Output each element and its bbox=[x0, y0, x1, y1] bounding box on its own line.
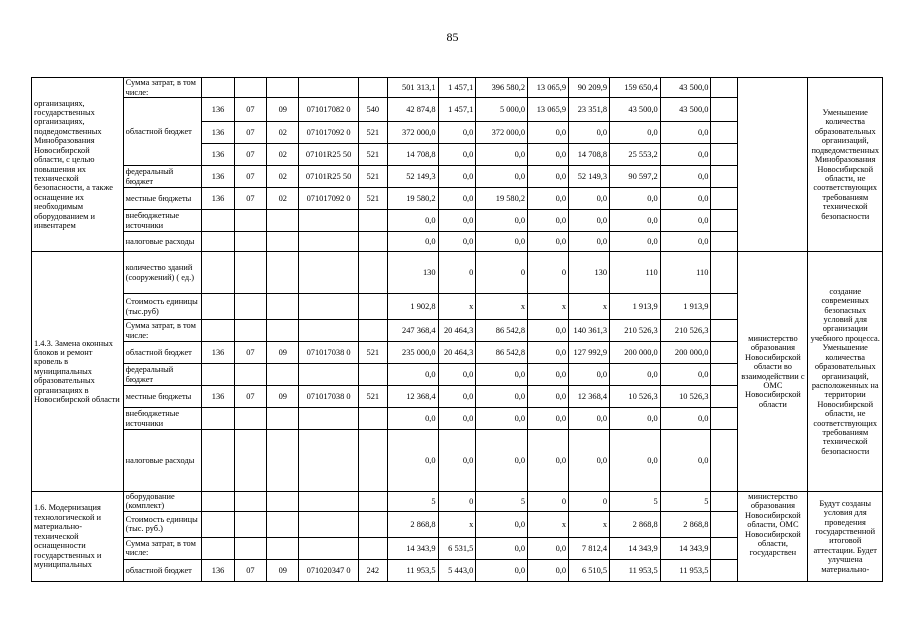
pr-cell bbox=[267, 364, 299, 386]
value-cell: x bbox=[438, 294, 476, 320]
value-cell: 0,0 bbox=[476, 511, 528, 537]
value-cell: 10 526,3 bbox=[610, 386, 661, 408]
value-cell: 7 812,4 bbox=[569, 537, 610, 559]
cost-type-cell: Сумма затрат, в том числе: bbox=[123, 320, 202, 342]
vr-cell bbox=[358, 252, 387, 294]
value-cell: 14 708,8 bbox=[387, 144, 438, 166]
value-cell: 86 542,8 bbox=[476, 320, 528, 342]
value-cell: 0,0 bbox=[476, 232, 528, 252]
rz-cell bbox=[234, 492, 266, 512]
responsible-cell bbox=[738, 78, 808, 252]
value-cell: 0,0 bbox=[610, 430, 661, 492]
cost-type-cell: Сумма затрат, в том числе: bbox=[123, 537, 202, 559]
value-cell: 0,0 bbox=[476, 210, 528, 232]
spacer-cell bbox=[711, 364, 738, 386]
value-cell: 0,0 bbox=[610, 210, 661, 232]
value-cell: 0,0 bbox=[387, 364, 438, 386]
value-cell: 130 bbox=[387, 252, 438, 294]
value-cell: 11 953,5 bbox=[387, 559, 438, 581]
value-cell: 0,0 bbox=[660, 122, 711, 144]
vr-cell bbox=[358, 210, 387, 232]
value-cell: 0,0 bbox=[569, 122, 610, 144]
csr-cell: 071020347 0 bbox=[299, 559, 358, 581]
pr-cell bbox=[267, 430, 299, 492]
cost-type-cell: местные бюджеты bbox=[123, 188, 202, 210]
cost-type-cell: Сумма затрат, в том числе: bbox=[123, 78, 202, 98]
value-cell: 0,0 bbox=[528, 232, 569, 252]
grbs-cell bbox=[202, 408, 234, 430]
value-cell: 6 510,5 bbox=[569, 559, 610, 581]
value-cell: 396 580,2 bbox=[476, 78, 528, 98]
cost-type-cell: федеральный бюджет bbox=[123, 166, 202, 188]
grbs-cell: 136 bbox=[202, 98, 234, 122]
cost-type-cell: налоговые расходы bbox=[123, 232, 202, 252]
value-cell: 0,0 bbox=[438, 122, 476, 144]
vr-cell: 521 bbox=[358, 122, 387, 144]
cost-type-cell: Стоимость единицы (тыс. руб.) bbox=[123, 511, 202, 537]
pr-cell: 02 bbox=[267, 188, 299, 210]
value-cell: 0,0 bbox=[387, 408, 438, 430]
value-cell: 0,0 bbox=[660, 232, 711, 252]
value-cell: 20 464,3 bbox=[438, 342, 476, 364]
value-cell: 0,0 bbox=[528, 320, 569, 342]
value-cell: x bbox=[476, 294, 528, 320]
pr-cell: 09 bbox=[267, 386, 299, 408]
value-cell: 43 500,0 bbox=[610, 98, 661, 122]
value-cell: 0,0 bbox=[569, 430, 610, 492]
value-cell: 0,0 bbox=[438, 430, 476, 492]
pr-cell bbox=[267, 252, 299, 294]
pr-cell bbox=[267, 492, 299, 512]
value-cell: 5 000,0 bbox=[476, 98, 528, 122]
responsible-cell: министерство образования Новосибирской области, ОМС Новосибирской области, государствен bbox=[738, 492, 808, 582]
csr-cell bbox=[299, 511, 358, 537]
grbs-cell bbox=[202, 252, 234, 294]
value-cell: 14 343,9 bbox=[387, 537, 438, 559]
rz-cell: 07 bbox=[234, 386, 266, 408]
grbs-cell: 136 bbox=[202, 342, 234, 364]
cost-type-cell: местные бюджеты bbox=[123, 386, 202, 408]
rz-cell bbox=[234, 364, 266, 386]
spacer-cell bbox=[711, 492, 738, 512]
value-cell: 43 500,0 bbox=[660, 78, 711, 98]
value-cell: 0,0 bbox=[438, 188, 476, 210]
value-cell: 0 bbox=[528, 252, 569, 294]
rz-cell bbox=[234, 430, 266, 492]
spacer-cell bbox=[711, 210, 738, 232]
value-cell: 2 868,8 bbox=[610, 511, 661, 537]
value-cell: x bbox=[528, 294, 569, 320]
value-cell: 0,0 bbox=[438, 408, 476, 430]
value-cell: 0,0 bbox=[610, 232, 661, 252]
value-cell: 110 bbox=[610, 252, 661, 294]
rz-cell: 07 bbox=[234, 188, 266, 210]
value-cell: 235 000,0 bbox=[387, 342, 438, 364]
rz-cell bbox=[234, 78, 266, 98]
value-cell: 0,0 bbox=[438, 232, 476, 252]
spacer-cell bbox=[711, 232, 738, 252]
csr-cell: 071017092 0 bbox=[299, 188, 358, 210]
value-cell: 130 bbox=[569, 252, 610, 294]
csr-cell bbox=[299, 78, 358, 98]
value-cell: 12 368,4 bbox=[387, 386, 438, 408]
pr-cell bbox=[267, 210, 299, 232]
value-cell: 11 953,5 bbox=[660, 559, 711, 581]
csr-cell bbox=[299, 232, 358, 252]
value-cell: 0,0 bbox=[528, 386, 569, 408]
value-cell: 247 368,4 bbox=[387, 320, 438, 342]
pr-cell: 02 bbox=[267, 122, 299, 144]
value-cell: 127 992,9 bbox=[569, 342, 610, 364]
pr-cell bbox=[267, 537, 299, 559]
spacer-cell bbox=[711, 559, 738, 581]
grbs-cell bbox=[202, 511, 234, 537]
spacer-cell bbox=[711, 122, 738, 144]
vr-cell: 242 bbox=[358, 559, 387, 581]
rz-cell: 07 bbox=[234, 559, 266, 581]
value-cell: 12 368,4 bbox=[569, 386, 610, 408]
value-cell: 0,0 bbox=[438, 386, 476, 408]
value-cell: 0,0 bbox=[438, 144, 476, 166]
activity-name-cell: организациях, государственных организациях, подведомственных Минобразования Новосибирской области, с целью повышения их технической безопасности, а также оснащение их необходимым оборудованием и инвентарем bbox=[32, 78, 124, 252]
value-cell: 14 343,9 bbox=[610, 537, 661, 559]
spacer-cell bbox=[711, 188, 738, 210]
value-cell: 5 bbox=[610, 492, 661, 512]
spacer-cell bbox=[711, 98, 738, 122]
value-cell: 5 bbox=[660, 492, 711, 512]
value-cell: 0,0 bbox=[438, 210, 476, 232]
pr-cell: 09 bbox=[267, 342, 299, 364]
value-cell: 0,0 bbox=[528, 210, 569, 232]
value-cell: 0,0 bbox=[476, 364, 528, 386]
cost-type-cell: внебюджетные источники bbox=[123, 210, 202, 232]
value-cell: 86 542,8 bbox=[476, 342, 528, 364]
value-cell: 0,0 bbox=[610, 364, 661, 386]
responsible-cell: министерство образования Новосибирской области во взаимодействии с ОМС Новосибирской области bbox=[738, 252, 808, 492]
pr-cell bbox=[267, 511, 299, 537]
grbs-cell bbox=[202, 210, 234, 232]
value-cell: 0,0 bbox=[528, 364, 569, 386]
value-cell: 0,0 bbox=[476, 430, 528, 492]
vr-cell bbox=[358, 294, 387, 320]
value-cell: 0,0 bbox=[660, 408, 711, 430]
value-cell: 0,0 bbox=[569, 364, 610, 386]
rz-cell bbox=[234, 537, 266, 559]
vr-cell bbox=[358, 492, 387, 512]
spacer-cell bbox=[711, 537, 738, 559]
value-cell: 210 526,3 bbox=[610, 320, 661, 342]
pr-cell bbox=[267, 408, 299, 430]
value-cell: 0,0 bbox=[387, 232, 438, 252]
spacer-cell bbox=[711, 78, 738, 98]
value-cell: 0,0 bbox=[528, 537, 569, 559]
rz-cell: 07 bbox=[234, 166, 266, 188]
value-cell: 1 913,9 bbox=[660, 294, 711, 320]
grbs-cell bbox=[202, 78, 234, 98]
vr-cell: 521 bbox=[358, 144, 387, 166]
csr-cell: 07101R25 50 bbox=[299, 166, 358, 188]
value-cell: 140 361,3 bbox=[569, 320, 610, 342]
table-row bbox=[32, 252, 883, 294]
value-cell: 13 065,9 bbox=[528, 78, 569, 98]
csr-cell bbox=[299, 430, 358, 492]
value-cell: 90 597,2 bbox=[610, 166, 661, 188]
value-cell: 0,0 bbox=[528, 342, 569, 364]
value-cell: 0,0 bbox=[438, 364, 476, 386]
rz-cell: 07 bbox=[234, 144, 266, 166]
vr-cell bbox=[358, 537, 387, 559]
pr-cell bbox=[267, 78, 299, 98]
grbs-cell bbox=[202, 232, 234, 252]
grbs-cell bbox=[202, 430, 234, 492]
value-cell: 14 708,8 bbox=[569, 144, 610, 166]
value-cell: 0,0 bbox=[528, 144, 569, 166]
value-cell: 2 868,8 bbox=[660, 511, 711, 537]
value-cell: 43 500,0 bbox=[660, 98, 711, 122]
grbs-cell bbox=[202, 320, 234, 342]
vr-cell bbox=[358, 364, 387, 386]
vr-cell bbox=[358, 511, 387, 537]
grbs-cell: 136 bbox=[202, 122, 234, 144]
value-cell: 13 065,9 bbox=[528, 98, 569, 122]
budget-table bbox=[31, 77, 883, 582]
value-cell: 1 457,1 bbox=[438, 78, 476, 98]
activity-name-cell: 1.6. Модернизация технологической и материально-технической оснащенности государственных и муниципальных bbox=[32, 492, 124, 582]
value-cell: 23 351,8 bbox=[569, 98, 610, 122]
cost-type-cell: оборудование (комплект) bbox=[123, 492, 202, 512]
csr-cell bbox=[299, 537, 358, 559]
spacer-cell bbox=[711, 144, 738, 166]
rz-cell bbox=[234, 408, 266, 430]
value-cell: 90 209,9 bbox=[569, 78, 610, 98]
cost-type-cell: Стоимость единицы (тыс.руб) bbox=[123, 294, 202, 320]
value-cell: 1 902,8 bbox=[387, 294, 438, 320]
value-cell: 0,0 bbox=[387, 430, 438, 492]
expected-result-cell: Уменьшение количества образовательных организаций, подведомственных Минобразования Новосибирской области, не соответствующих требованиям технической безопасности bbox=[808, 78, 883, 252]
cost-type-cell: областной бюджет bbox=[123, 98, 202, 166]
spacer-cell bbox=[711, 408, 738, 430]
grbs-cell: 136 bbox=[202, 559, 234, 581]
pr-cell bbox=[267, 320, 299, 342]
vr-cell bbox=[358, 320, 387, 342]
pr-cell bbox=[267, 232, 299, 252]
value-cell: 0,0 bbox=[476, 559, 528, 581]
value-cell: 25 553,2 bbox=[610, 144, 661, 166]
value-cell: 0 bbox=[528, 492, 569, 512]
value-cell: 1 457,1 bbox=[438, 98, 476, 122]
vr-cell: 521 bbox=[358, 342, 387, 364]
activity-name-cell: 1.4.3. Замена оконных блоков и ремонт кровель в муниципальных образовательных организациях в Новосибирской области bbox=[32, 252, 124, 492]
cost-type-cell: областной бюджет bbox=[123, 559, 202, 581]
spacer-cell bbox=[711, 252, 738, 294]
value-cell: 42 874,8 bbox=[387, 98, 438, 122]
csr-cell bbox=[299, 252, 358, 294]
value-cell: 0,0 bbox=[660, 210, 711, 232]
csr-cell: 07101R25 50 bbox=[299, 144, 358, 166]
cost-type-cell: федеральный бюджет bbox=[123, 364, 202, 386]
spacer-cell bbox=[711, 320, 738, 342]
value-cell: 0,0 bbox=[476, 537, 528, 559]
value-cell: 0,0 bbox=[528, 166, 569, 188]
table-row bbox=[32, 492, 883, 512]
vr-cell bbox=[358, 78, 387, 98]
csr-cell bbox=[299, 320, 358, 342]
spacer-cell bbox=[711, 511, 738, 537]
value-cell: 0,0 bbox=[476, 408, 528, 430]
cost-type-cell: количество зданий (сооружений) ( ед.) bbox=[123, 252, 202, 294]
spacer-cell bbox=[711, 430, 738, 492]
grbs-cell bbox=[202, 537, 234, 559]
rz-cell: 07 bbox=[234, 122, 266, 144]
vr-cell bbox=[358, 430, 387, 492]
value-cell: 372 000,0 bbox=[387, 122, 438, 144]
expected-result-cell: создание современных безопасных условий для организации учебного процесса. Уменьшение количества образовательных организаций, расположенных на территории Новосибирской области, не соответствующих требованиям технической безопасности bbox=[808, 252, 883, 492]
value-cell: 0,0 bbox=[476, 166, 528, 188]
grbs-cell: 136 bbox=[202, 144, 234, 166]
grbs-cell: 136 bbox=[202, 386, 234, 408]
value-cell: 5 bbox=[387, 492, 438, 512]
table-row bbox=[32, 78, 883, 98]
value-cell: 52 149,3 bbox=[387, 166, 438, 188]
csr-cell: 071017038 0 bbox=[299, 342, 358, 364]
spacer-cell bbox=[711, 166, 738, 188]
value-cell: 1 913,9 bbox=[610, 294, 661, 320]
csr-cell bbox=[299, 210, 358, 232]
csr-cell: 071017082 0 bbox=[299, 98, 358, 122]
value-cell: 0,0 bbox=[569, 408, 610, 430]
vr-cell: 521 bbox=[358, 166, 387, 188]
value-cell: 14 343,9 bbox=[660, 537, 711, 559]
value-cell: 200 000,0 bbox=[610, 342, 661, 364]
spacer-cell bbox=[711, 386, 738, 408]
rz-cell bbox=[234, 294, 266, 320]
value-cell: 0,0 bbox=[660, 430, 711, 492]
value-cell: 0 bbox=[438, 252, 476, 294]
value-cell: 159 650,4 bbox=[610, 78, 661, 98]
pr-cell bbox=[267, 294, 299, 320]
csr-cell: 071017092 0 bbox=[299, 122, 358, 144]
value-cell: 0,0 bbox=[610, 408, 661, 430]
rz-cell: 07 bbox=[234, 98, 266, 122]
value-cell: 19 580,2 bbox=[387, 188, 438, 210]
value-cell: 0,0 bbox=[528, 559, 569, 581]
value-cell: 10 526,3 bbox=[660, 386, 711, 408]
value-cell: 0,0 bbox=[569, 232, 610, 252]
page-number: 85 bbox=[446, 30, 459, 44]
value-cell: 11 953,5 bbox=[610, 559, 661, 581]
value-cell: 0,0 bbox=[569, 210, 610, 232]
pr-cell: 09 bbox=[267, 559, 299, 581]
value-cell: 210 526,3 bbox=[660, 320, 711, 342]
csr-cell bbox=[299, 294, 358, 320]
value-cell: 0,0 bbox=[569, 188, 610, 210]
value-cell: 5 bbox=[476, 492, 528, 512]
cost-type-cell: внебюджетные источники bbox=[123, 408, 202, 430]
value-cell: 0 bbox=[476, 252, 528, 294]
csr-cell: 071017038 0 bbox=[299, 386, 358, 408]
grbs-cell bbox=[202, 294, 234, 320]
value-cell: 0,0 bbox=[438, 166, 476, 188]
value-cell: 0,0 bbox=[660, 188, 711, 210]
pr-cell: 09 bbox=[267, 98, 299, 122]
rz-cell bbox=[234, 210, 266, 232]
cost-type-cell: налоговые расходы bbox=[123, 430, 202, 492]
value-cell: 6 531,5 bbox=[438, 537, 476, 559]
csr-cell bbox=[299, 364, 358, 386]
rz-cell bbox=[234, 252, 266, 294]
grbs-cell bbox=[202, 492, 234, 512]
grbs-cell: 136 bbox=[202, 166, 234, 188]
grbs-cell: 136 bbox=[202, 188, 234, 210]
value-cell: 20 464,3 bbox=[438, 320, 476, 342]
value-cell: x bbox=[569, 294, 610, 320]
vr-cell: 540 bbox=[358, 98, 387, 122]
value-cell: 52 149,3 bbox=[569, 166, 610, 188]
pr-cell: 02 bbox=[267, 144, 299, 166]
value-cell: 0,0 bbox=[528, 122, 569, 144]
vr-cell bbox=[358, 232, 387, 252]
value-cell: x bbox=[528, 511, 569, 537]
csr-cell bbox=[299, 408, 358, 430]
value-cell: 372 000,0 bbox=[476, 122, 528, 144]
value-cell: 0,0 bbox=[660, 166, 711, 188]
value-cell: 0 bbox=[569, 492, 610, 512]
vr-cell: 521 bbox=[358, 386, 387, 408]
value-cell: 200 000,0 bbox=[660, 342, 711, 364]
value-cell: x bbox=[569, 511, 610, 537]
value-cell: 0,0 bbox=[476, 144, 528, 166]
value-cell: 0,0 bbox=[528, 188, 569, 210]
cost-type-cell: областной бюджет bbox=[123, 342, 202, 364]
rz-cell bbox=[234, 511, 266, 537]
spacer-cell bbox=[711, 294, 738, 320]
value-cell: 2 868,8 bbox=[387, 511, 438, 537]
pr-cell: 02 bbox=[267, 166, 299, 188]
expected-result-cell: Будут созданы условия для проведения государственной итоговой аттестации. Будет улучшена материально- bbox=[808, 492, 883, 582]
value-cell: 110 bbox=[660, 252, 711, 294]
rz-cell bbox=[234, 232, 266, 252]
value-cell: 0,0 bbox=[528, 430, 569, 492]
csr-cell bbox=[299, 492, 358, 512]
value-cell: 501 313,1 bbox=[387, 78, 438, 98]
value-cell: 0,0 bbox=[528, 408, 569, 430]
value-cell: 0,0 bbox=[387, 210, 438, 232]
spacer-cell bbox=[711, 342, 738, 364]
value-cell: 0,0 bbox=[660, 364, 711, 386]
value-cell: 0,0 bbox=[610, 122, 661, 144]
value-cell: x bbox=[438, 511, 476, 537]
vr-cell bbox=[358, 408, 387, 430]
value-cell: 0 bbox=[438, 492, 476, 512]
value-cell: 0,0 bbox=[476, 386, 528, 408]
grbs-cell bbox=[202, 364, 234, 386]
value-cell: 5 443,0 bbox=[438, 559, 476, 581]
vr-cell: 521 bbox=[358, 188, 387, 210]
value-cell: 0,0 bbox=[660, 144, 711, 166]
rz-cell: 07 bbox=[234, 342, 266, 364]
rz-cell bbox=[234, 320, 266, 342]
value-cell: 19 580,2 bbox=[476, 188, 528, 210]
value-cell: 0,0 bbox=[610, 188, 661, 210]
